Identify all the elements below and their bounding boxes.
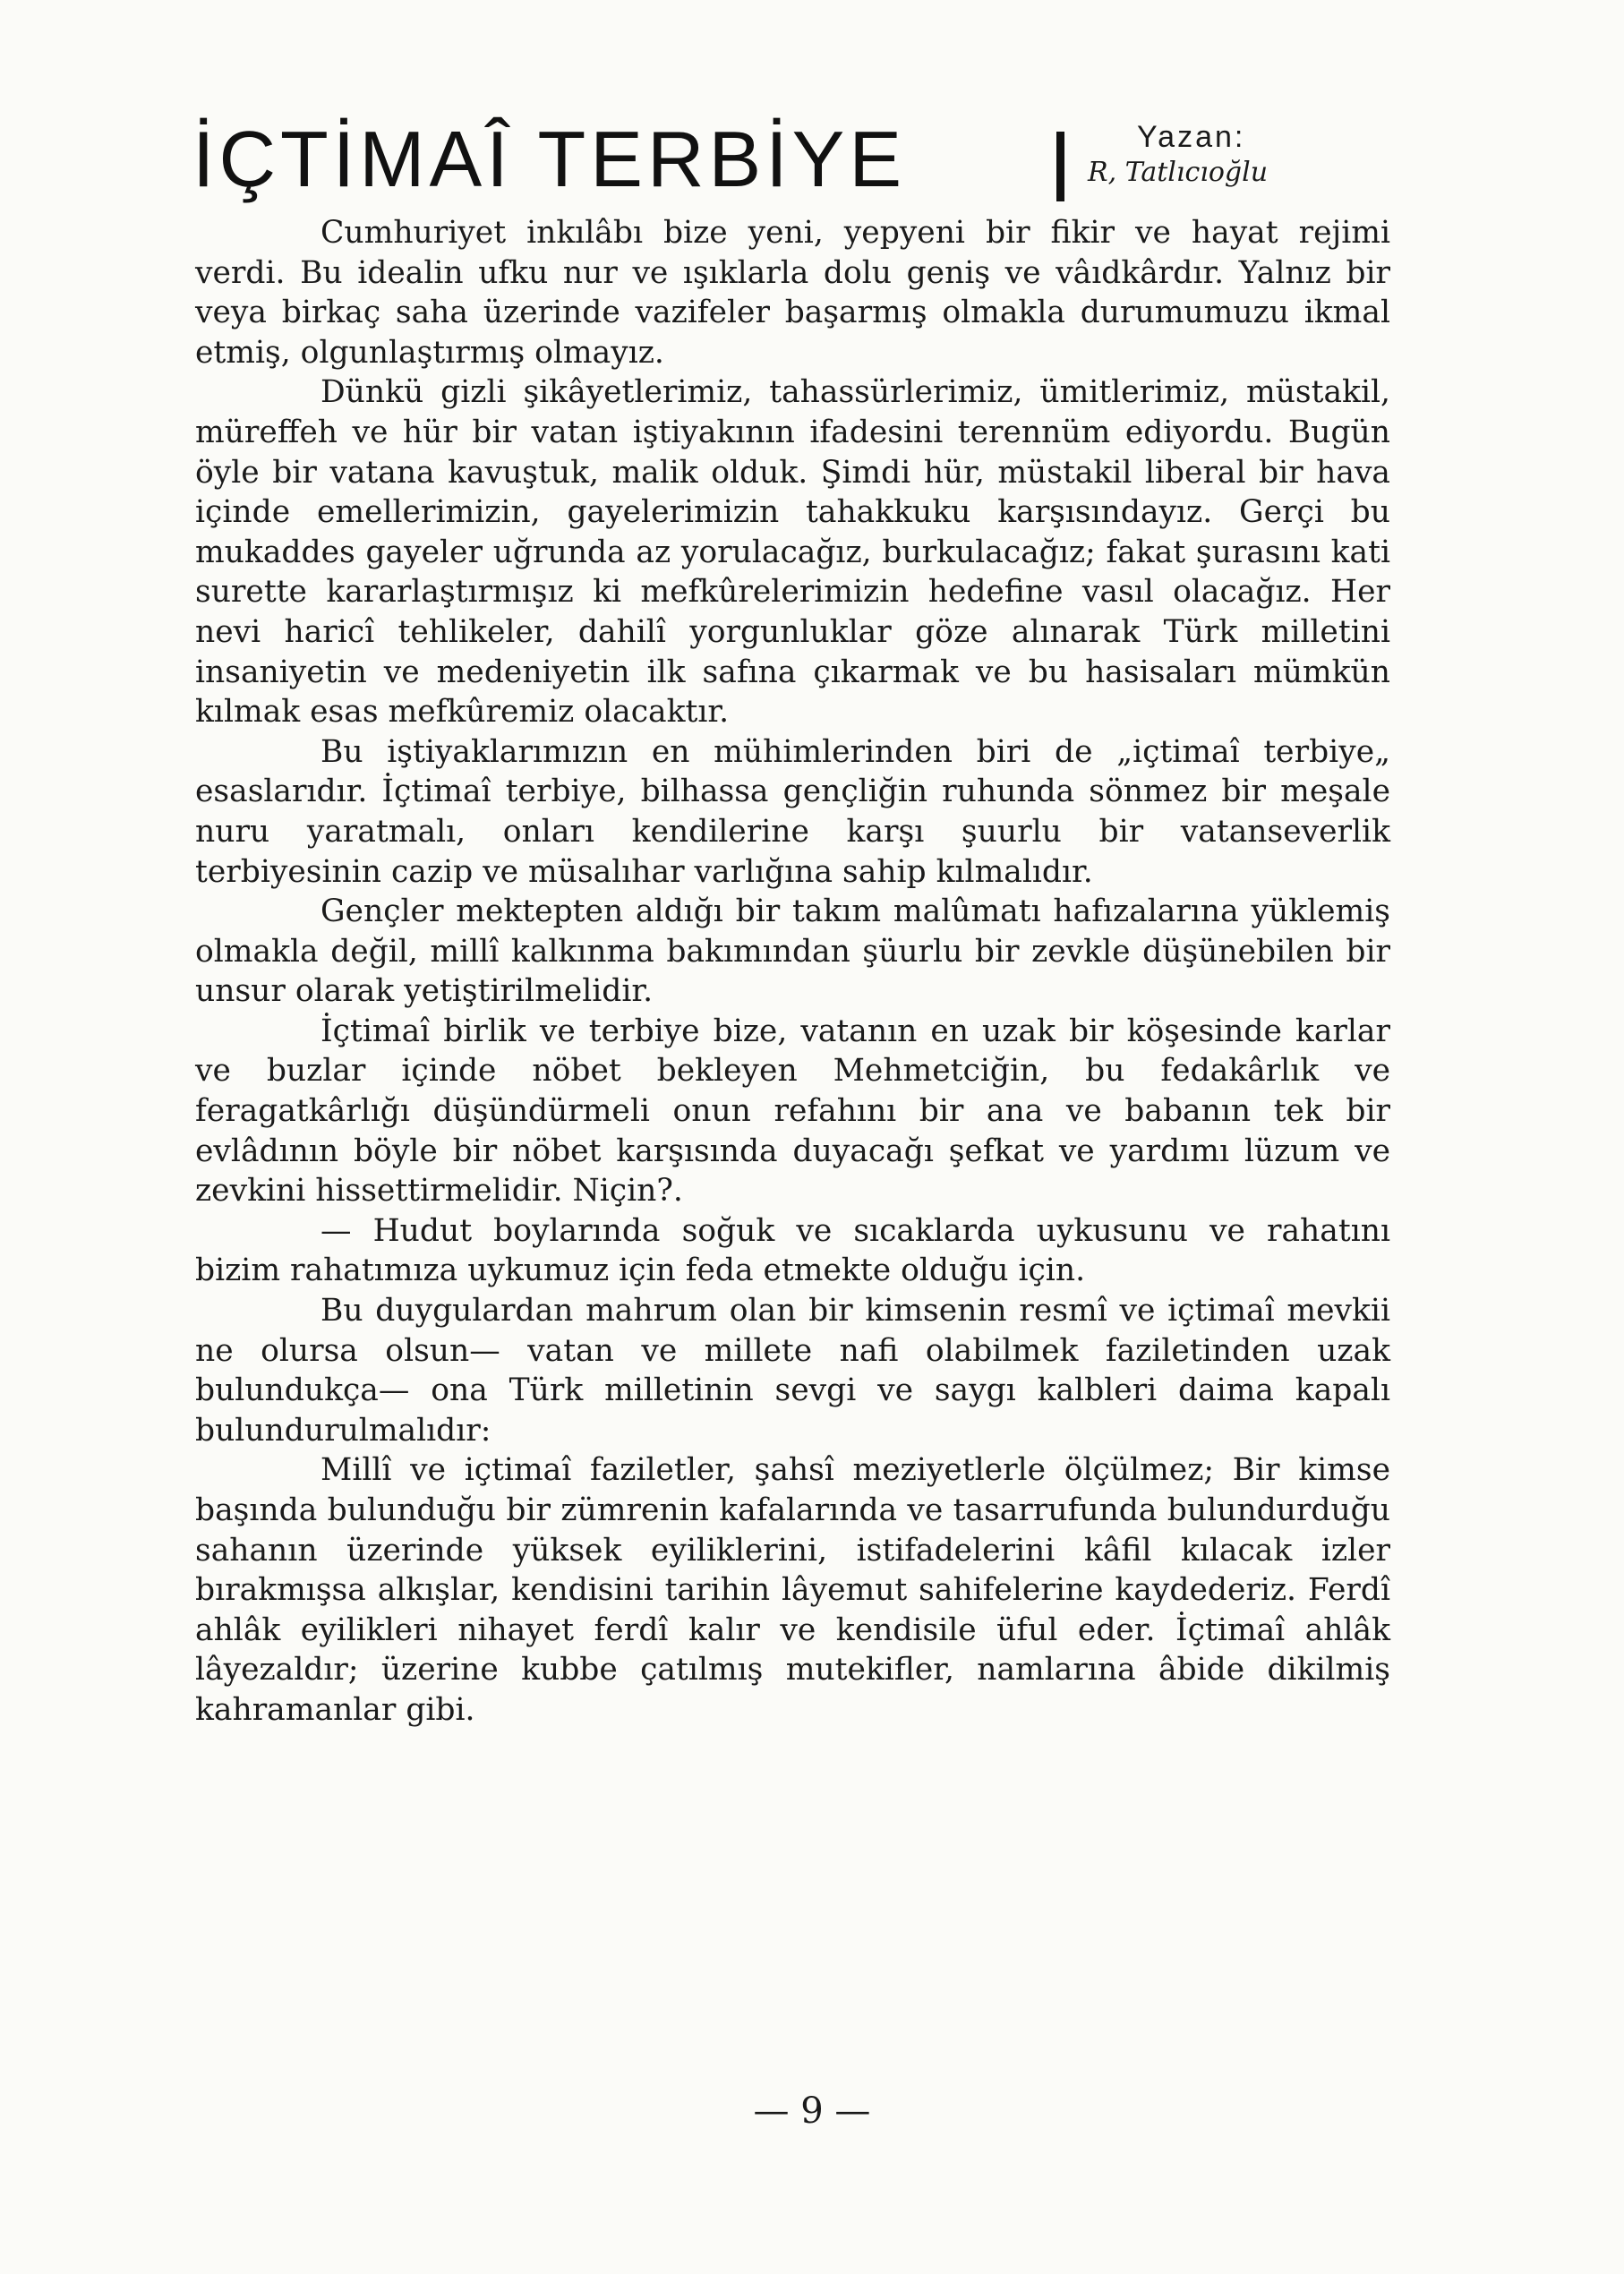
author-name: R, Tatlıcıoğlu bbox=[1088, 157, 1269, 188]
paragraph: Gençler mektepten aldığı bir takım malûmatı hafızalarına yüklemiş olmakla değil, millî kalkınma bakımından şüurlu bir zevkle düşünebilen bir unsur olarak yetiştirilmelidir. bbox=[195, 893, 1390, 1010]
article-body bbox=[195, 213, 1390, 1731]
page-number: — 9 — bbox=[753, 2090, 871, 2132]
byline bbox=[1088, 119, 1383, 191]
paragraph: — Hudut boylarında soğuk ve sıcaklarda uykusunu ve rahatını bizim rahatımıza uykumuz için feda etmekte olduğu için. bbox=[195, 1212, 1390, 1289]
article-header bbox=[192, 112, 1383, 206]
paragraph: Bu duygulardan mahrum olan bir kimsenin resmî ve içtimaî mevkii ne olursa olsun— vatan ve millete nafi olabilmek faziletinden uzak bulundukça— ona Türk milletinin sevgi ve saygı kalbleri daima kapalı bulundurulmalıdır: bbox=[195, 1293, 1390, 1449]
paragraph: İçtimaî birlik ve terbiye bize, vatanın en uzak bir köşesinde karlar ve buzlar içinde nöbet bekleyen Mehmetciğin, bu fedakârlık ve feragatkârlığı düşündürmeli onun refahını bir ana ve babanın tek bir evlâdının böyle bir nöbet karşısında duyacağı şefkat ve yardımı lüzum ve zevkini hissettirmelidir. Niçin?. bbox=[195, 1013, 1390, 1210]
title-divider bbox=[1056, 132, 1064, 201]
paragraph: Millî ve içtimaî faziletler, şahsî meziyetlerle ölçülmez; Bir kimse başında bulunduğu bir zümrenin kafalarında ve tasarrufunda bulundurduğu sahanın üzerinde yüksek eyiliklerini, istifadelerini kâfil kılacak izler bırakmışsa alkışlar, kendisini tarihin lâyemut sahifelerine kaydederiz. Ferdî ahlâk eyilikleri nihayet ferdî kalır ve kendisile üful eder. İçtimaî ahlâk lâyezaldır; üzerine kubbe çatılmış mutekifler, namlarına âbide dikilmiş kahramanlar gibi. bbox=[195, 1452, 1390, 1728]
paragraph: Cumhuriyet inkılâbı bize yeni, yepyeni bir fikir ve hayat rejimi verdi. Bu idealin ufku nur ve ışıklarla dolu geniş ve vâıdkârdır. Yalnız bir veya birkaç saha üzerinde vazifeler başarmış olmakla durumumuzu ikmal etmiş, olgunlaştırmış olmayız. bbox=[195, 215, 1390, 371]
paragraph: Bu iştiyaklarımızın en mühimlerinden biri de „içtimaî terbiye„ esaslarıdır. İçtimaî terbiye, bilhassa gençliğin ruhunda sönmez bir meşale nuru yaratmalı, onları kendilerine karşı şuurlu bir vatanseverlik terbiyesinin cazip ve müsalıhar varlığına sahip kılmalıdır. bbox=[195, 733, 1390, 890]
article-title: İÇTİMAÎ TERBİYE bbox=[192, 115, 907, 203]
paragraph: Dünkü gizli şikâyetlerimiz, tahassürlerimiz, ümitlerimiz, müstakil, müreffeh ve hür bir vatan iştiyakının ifadesini terennüm ediyordu. Bugün öyle bir vatana kavuştuk, malik olduk. Şimdi hür, müstakil liberal bir hava içinde emellerimizin, gayelerimizin tahakkuku karşısındayız. Gerçi bu mukaddes gayeler uğrunda az yorulacağız, burkulacağız; fakat şurasını kati surette kararlaştırmışız ki mefkûrelerimizin hedefine vasıl olacağız. Her nevi haricî tehlikeler, dahilî yorgunluklar göze alınarak Türk milletini insaniyetin ve medeniyetin ilk safına çıkarmak ve bu hasisaları mümkün kılmak esas mefkûremiz olacaktır. bbox=[195, 374, 1390, 731]
byline-label: Yazan: bbox=[1137, 120, 1246, 154]
